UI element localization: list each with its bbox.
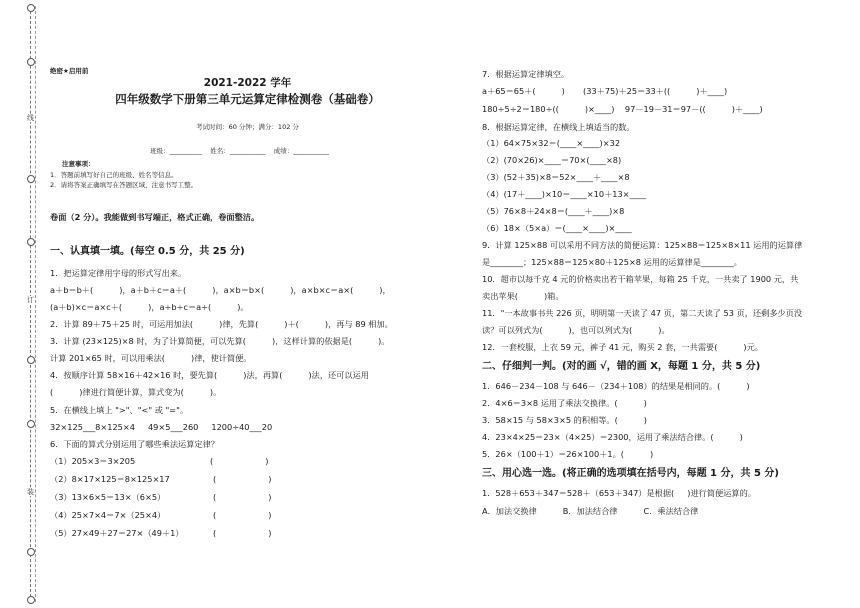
- binding-hole-icon: [27, 58, 35, 66]
- judge-item: 5．26×（100＋1）＝26×100＋1。( ): [482, 449, 654, 459]
- note-item: 1．答题前填写好自己的班级、姓名等信息。: [50, 171, 178, 179]
- question-4-line-b: ( )律进行简便计算，算式变为( )。: [50, 387, 222, 397]
- section-3-heading: 三、用心选一选。(将正确的选项填在括号内，每题 1 分，共 5 分): [482, 468, 779, 479]
- binding-hole-icon: [27, 596, 35, 604]
- binding-char: 线: [27, 114, 34, 122]
- question-9-line-b: 是________；125×88＝125×80＋125×8 运用的运算律是________。: [482, 257, 742, 267]
- question-8-item: （4）(17＋____)×10＝____×10＋13×____: [482, 189, 646, 199]
- judge-item: 4．23×4×25＝23×（4×25）＝2300，运用了乘法结合律。( ): [482, 432, 743, 442]
- question-10-line-a: 10．超市以每千克 4 元的价格卖出若干箱苹果，每箱 25 千克，一共卖了 1900 元，共: [482, 274, 799, 284]
- neatness-line: 卷面（2 分）。我能做到书写端正，格式正确，卷面整洁。: [50, 212, 260, 222]
- question-8-item: （2）(70×26)×____＝70×(____×8): [482, 155, 622, 165]
- question-9-line-a: 9．计算 125×88 可以采用不同方法的简便运算：125×88＝125×8×11 运用的运算律: [482, 240, 803, 250]
- question-8-item: （3）(52＋35)×8＝52×____＋____×8: [482, 172, 630, 182]
- question-8: 8．根据运算定律，在横线上填适当的数。: [482, 122, 635, 132]
- question-7-line-a: a＋65＝65＋( ) (33＋75)＋25＝33＋(( )＋____): [482, 86, 728, 96]
- question-7: 7．根据运算定律填空。: [482, 69, 570, 79]
- question-5-items: 32×125___8×125×4 49×5___260 1200÷40___20: [50, 422, 273, 432]
- binding-hole-icon: [27, 175, 35, 183]
- question-5: 5．在横线上填上 ">"、"<" 或 "="。: [50, 405, 189, 415]
- question-6-item: （4）25×7×4＝7×（25×4）: [50, 510, 166, 520]
- answer-paren[interactable]: ( ): [213, 528, 272, 538]
- binding-hole-icon: [27, 420, 35, 428]
- binding-hole-icon: [27, 238, 35, 246]
- notes-title: 注意事项：: [62, 160, 95, 168]
- confidential-label: 绝密★启用前: [50, 67, 89, 75]
- section-1-heading: 一、认真填一填。(每空 0.5 分，共 25 分): [50, 246, 245, 257]
- judge-item: 3．58×15 与 58×3×5 的积相等。( ): [482, 415, 647, 425]
- question-3-line-b: 计算 201×65 时，可以用乘法( )律，使计简便。: [50, 353, 252, 363]
- binding-margin: [0, 0, 48, 608]
- judge-item: 2．4×6＝3×8 运用了乘法交换律。( ): [482, 398, 647, 408]
- question-7-line-b: 180÷5÷2＝180÷(( )×____) 97－19－31＝97－(( )＋____): [482, 104, 763, 114]
- binding-char: 装: [27, 488, 34, 496]
- question-6-item: （1）205×3＝3×205: [50, 456, 136, 466]
- exam-title: 四年级数学下册第三单元运算定律检测卷（基础卷）: [115, 92, 380, 106]
- answer-paren[interactable]: ( ): [213, 510, 272, 520]
- binding-line: [30, 6, 31, 602]
- note-item: 2．请将答案正确填写在答题区域，注意书写工整。: [50, 181, 198, 189]
- question-8-item: （1）64×75×32＝(____×____)×32: [482, 138, 621, 148]
- answer-paren[interactable]: ( ): [213, 474, 272, 484]
- question-11-line-a: 11．"一本故事书共 226 页，明明第一天读了 47 页，第二天读了 53 页，还剩多少页没: [482, 308, 803, 318]
- question-11-line-b: 读？可以列式为( )，也可以列式为( )。: [482, 325, 670, 335]
- binding-hole-icon: [27, 548, 35, 556]
- question-12: 12．一套校服，上衣 59 元，裤子 41 元，购买 2 套，一共需要( )元。: [482, 342, 763, 352]
- binding-dash-line: [35, 6, 36, 602]
- exam-meta: 考试时间：60 分钟；满分：102 分: [196, 123, 299, 131]
- answer-paren[interactable]: ( ): [213, 492, 272, 502]
- binding-hole-icon: [27, 4, 35, 12]
- question-10-line-b: 卖出苹果( )箱。: [482, 291, 564, 301]
- section-2-heading: 二、仔细判一判。(对的画 √，错的画 X，每题 1 分，共 5 分): [482, 361, 761, 372]
- question-1: 1．把运算定律用字母的形式写出来。: [50, 268, 187, 278]
- question-2: 2．计算 89＋75＋25 时，可运用加法( )律，先算( )＋( )，再与 89 相加。: [50, 319, 393, 329]
- exam-year: 2021-2022 学年: [203, 77, 292, 89]
- choice-question-1: 1．528＋653＋347＝528＋（653＋347）是根据( )进行简便运算的。: [482, 488, 756, 498]
- question-6-item: （2）8×17×125＝8×125×17: [50, 474, 170, 484]
- question-6: 6．下面的算式分别运用了哪些乘法运算定律？: [50, 439, 219, 449]
- binding-char: 订: [27, 296, 34, 304]
- question-1-line-a: a＋b＝b＋( )，a＋b＋c＝a＋( )，a×b＝b×( )，a×b×c＝a×( )，: [50, 285, 391, 295]
- binding-hole-icon: [27, 356, 35, 364]
- student-fields[interactable]: 班级：__________ 姓名：___________ 成绩：___________: [150, 147, 330, 155]
- question-4-line-a: 4．按顺序计算 58×16＋42×16 时，要先算( )法，再算( )法，还可以运用: [50, 370, 369, 380]
- judge-item: 1．646－234－108 与 646－（234＋108）的结果是相同的。( ): [482, 381, 750, 391]
- question-6-item: （3）13×6×5＝13×（6×5）: [50, 492, 166, 502]
- question-8-item: （6）18×（5×a）＝(____×____)×____: [482, 223, 632, 233]
- choice-options[interactable]: A．加法交换律 B．加法结合律 C．乘法结合律: [482, 506, 699, 516]
- question-6-item: （5）27×49＋27＝27×（49＋1）: [50, 528, 184, 538]
- question-1-line-b: (a＋b)×c＝a×c＋( )，a÷b÷c＝a÷( )。: [50, 302, 249, 312]
- question-3-line-a: 3．计算 (23×125)×8 时，为了计算简便，可以先算( )，这样计算的依据是( )。: [50, 336, 390, 346]
- question-8-item: （5）76×8＋24×8＝(____＋____)×8: [482, 206, 625, 216]
- answer-paren[interactable]: ( ): [210, 456, 269, 466]
